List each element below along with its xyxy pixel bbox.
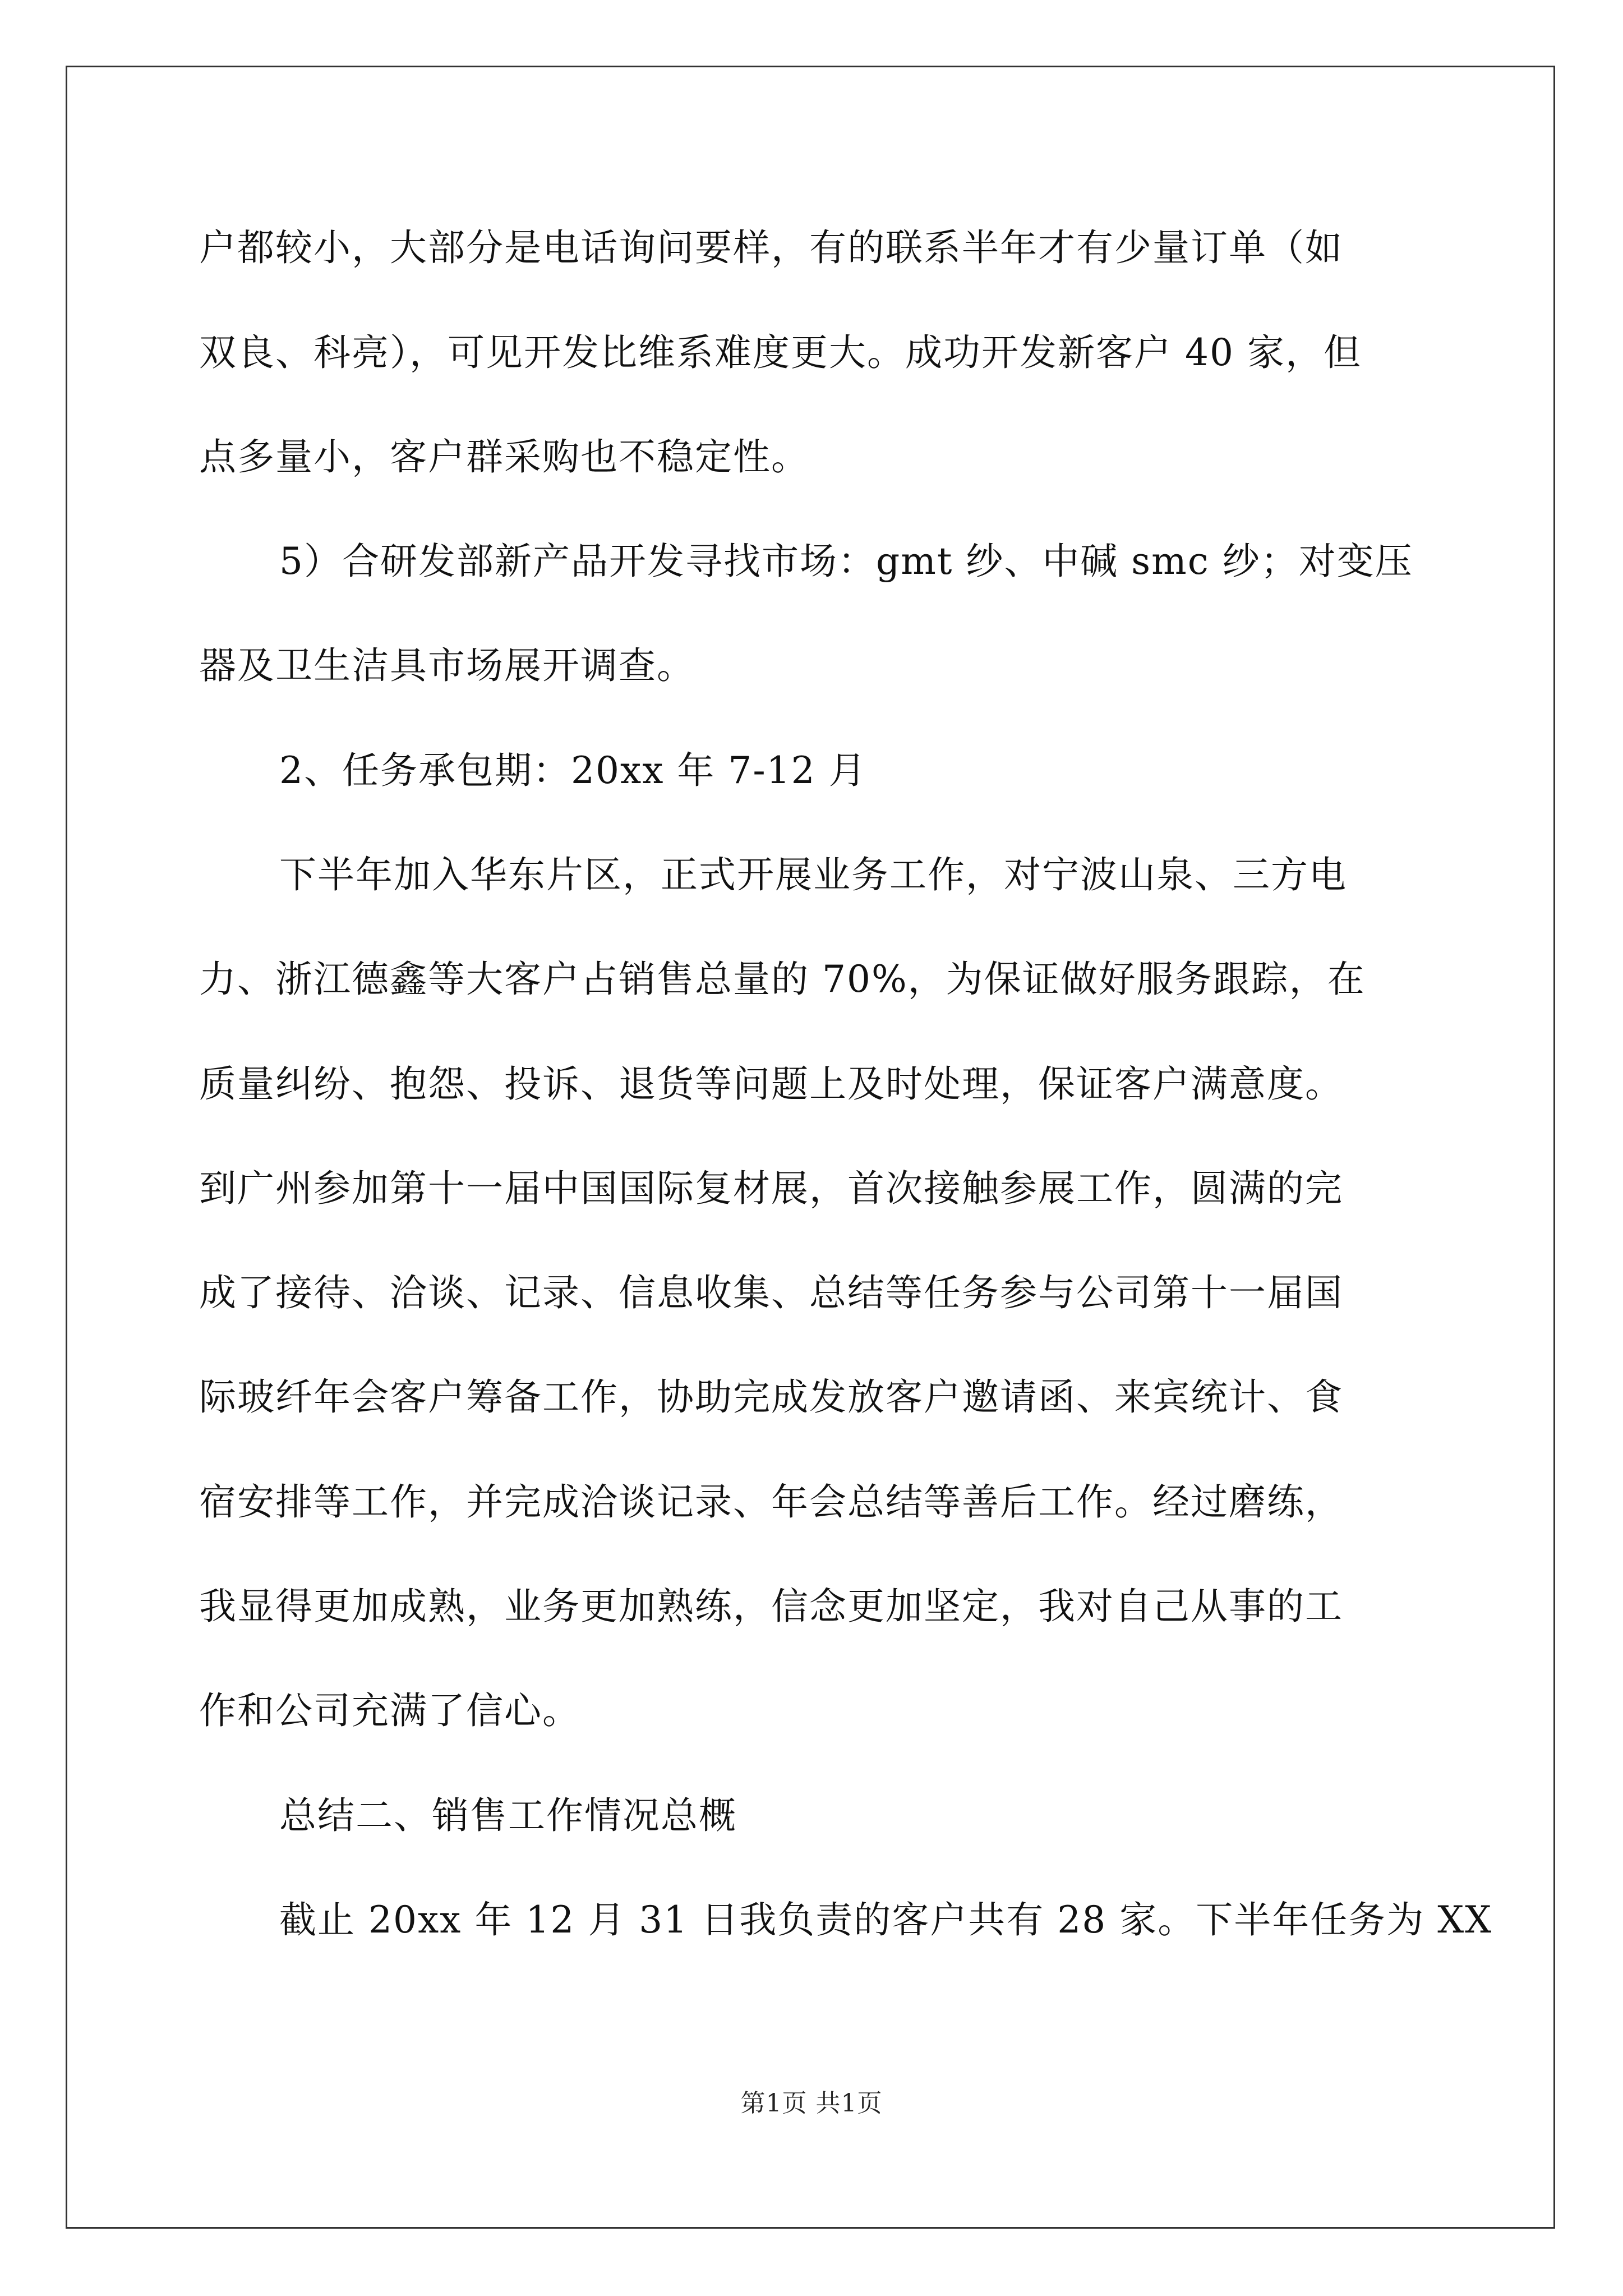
section-heading: 2、任务承包期：20xx 年 7-12 月 bbox=[279, 749, 867, 792]
body-text-line: 力、浙江德鑫等大客户占销售总量的 70%，为保证做好服务跟踪，在 bbox=[199, 958, 1366, 1001]
body-text-line: 5）合研发部新产品开发寻找市场：gmt 纱、中碱 smc 纱；对变压 bbox=[279, 540, 1413, 583]
body-text-line: 点多量小，客户群采购也不稳定性。 bbox=[199, 435, 809, 478]
page-footer: 第1页 共1页 bbox=[740, 2089, 883, 2118]
body-text-line: 截止 20xx 年 12 月 31 日我负责的客户共有 28 家。下半年任务为 XX bbox=[279, 1898, 1493, 1941]
body-text-line: 双良、科亮），可见开发比维系难度更大。成功开发新客户 40 家，但 bbox=[199, 331, 1362, 374]
body-text-line: 我显得更加成熟，业务更加熟练，信念更加坚定，我对自己从事的工 bbox=[199, 1585, 1343, 1628]
body-text-line: 际玻纤年会客户筹备工作，协助完成发放客户邀请函、来宾统计、食 bbox=[199, 1375, 1343, 1419]
body-text-line: 成了接待、洽谈、记录、信息收集、总结等任务参与公司第十一届国 bbox=[199, 1271, 1343, 1314]
body-text-line: 户都较小，大部分是电话询问要样，有的联系半年才有少量订单（如 bbox=[199, 226, 1343, 269]
body-text-line: 器及卫生洁具市场展开调查。 bbox=[199, 644, 695, 687]
body-text-line: 质量纠纷、抱怨、投诉、退货等问题上及时处理，保证客户满意度。 bbox=[199, 1062, 1343, 1106]
body-text-line: 宿安排等工作，并完成洽谈记录、年会总结等善后工作。经过磨练， bbox=[199, 1480, 1343, 1524]
section-heading: 总结二、销售工作情况总概 bbox=[279, 1794, 737, 1837]
body-text-line: 下半年加入华东片区，正式开展业务工作，对宁波山泉、三方电 bbox=[279, 853, 1347, 896]
body-text-line: 作和公司充满了信心。 bbox=[199, 1689, 580, 1732]
body-text-line: 到广州参加第十一届中国国际复材展，首次接触参展工作，圆满的完 bbox=[199, 1167, 1343, 1210]
